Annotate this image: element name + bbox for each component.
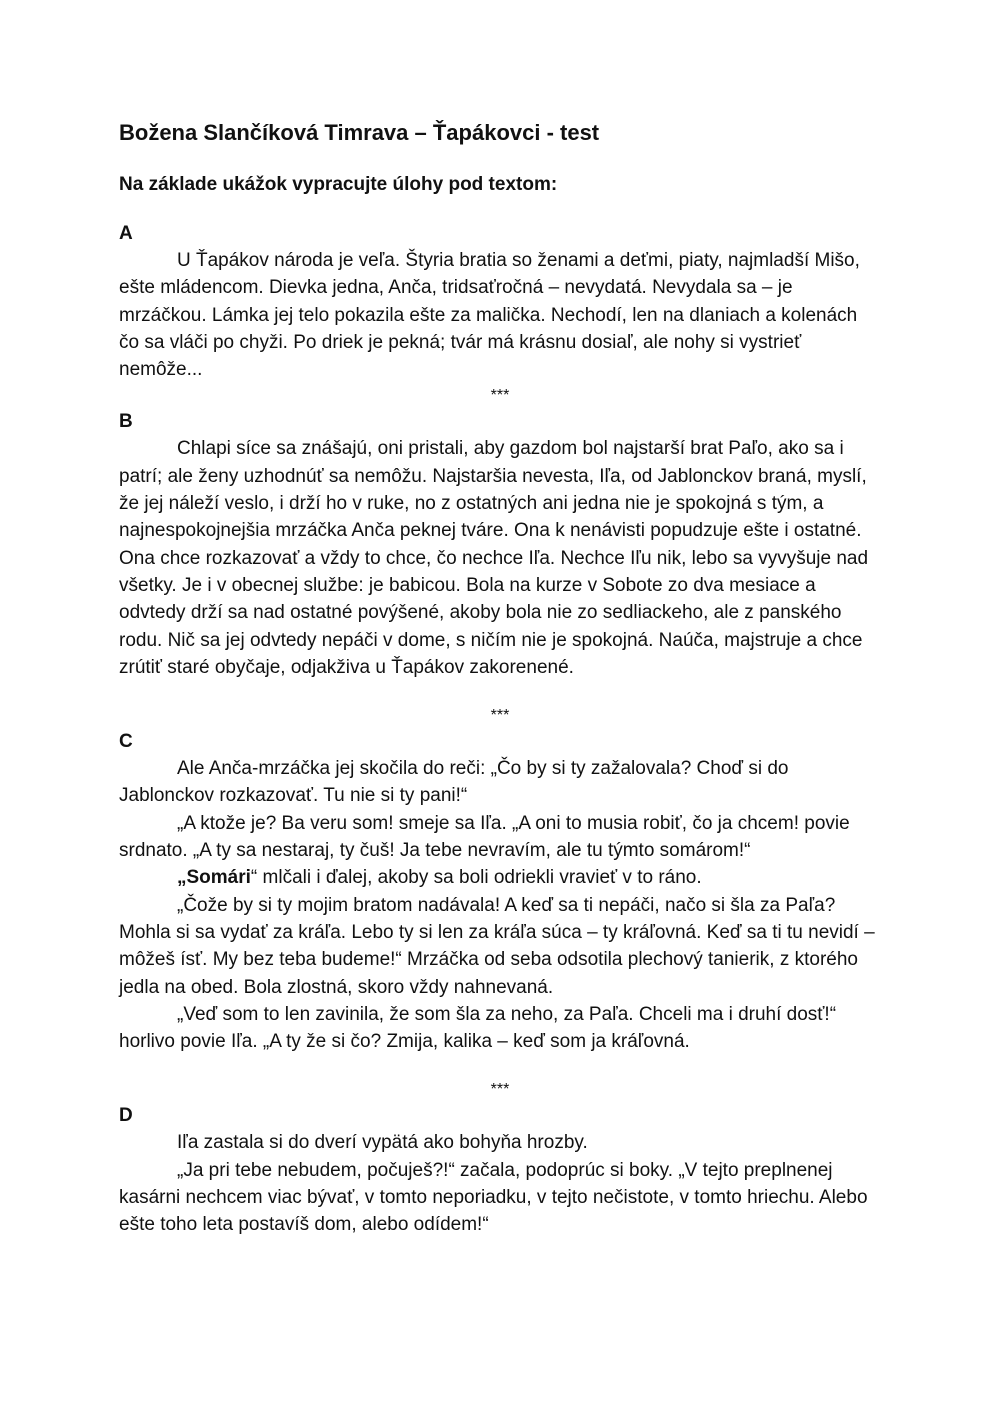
section-c-paragraph-3-rest: “ mlčali i ďalej, akoby sa boli odriekli vravieť v to ráno.	[250, 867, 702, 889]
separator-2: ***	[490, 707, 510, 725]
section-b	[119, 409, 881, 681]
section-c-paragraph-1: Ale Anča-mrzáčka jej skočila do reči: „Čo by si ty zažalovala? Choď si do Jablonckov rozkazovať. Tu nie si ty pani!“	[119, 758, 789, 807]
section-c-paragraph-3	[119, 864, 881, 891]
somari-bold-word: Somári	[186, 867, 251, 889]
section-d	[119, 1103, 881, 1238]
section-a-paragraph: U Ťapákov národa je veľa. Štyria bratia so ženami a deťmi, piaty, najmladší Mišo, ešte mládencom. Dievka jedna, Anča, tridsaťročná – nevydatá. Nevydala sa – je mrzáčkou. Lámka jej telo pokazila ešte za malička. Nechodí, len na dlaniach a kolenách čo sa vláči po chyži. Po driek je pekná; tvár má krásnu dosiaľ, ale nohy si vystrieť nemôže...	[119, 250, 860, 381]
section-b-letter: B	[119, 411, 133, 433]
separator-3: ***	[490, 1081, 510, 1099]
section-c-paragraph-4: „Čože by si ty mojim bratom nadávala! A keď sa ti nepáči, načo si šla za Paľa? Mohla si sa vydať za kráľa. Lebo ty si len za kráľa súca – ty kráľovná. Keď sa ti tu nevidí – môžeš ísť. My bez teba budeme!“ Mrzáčka od seba odsotila plechový tanierik, z ktorého jedla na obed. Bola zlostná, skoro vždy nahnevaná.	[119, 894, 875, 998]
document-title: Božena Slančíková Timrava – Ťapákovci - test	[119, 120, 600, 145]
section-d-letter: D	[119, 1105, 133, 1127]
document-subtitle: Na základe ukážok vypracujte úlohy pod textom:	[119, 174, 558, 195]
section-c-paragraph-2: „A ktože je? Ba veru som! smeje sa Iľa. „A oni to musia robiť, čo ja chcem! povie srdnato. „A ty sa nestaraj, ty čuš! Ja tebe nevravím, ale tu týmto somárom!“	[119, 812, 850, 862]
section-c	[119, 729, 881, 1055]
document-page	[119, 117, 881, 1239]
section-a-letter: A	[119, 223, 133, 244]
somari-quote-open: „	[177, 867, 187, 889]
section-b-paragraph: Chlapi síce sa znášajú, oni pristali, aby gazdom bol najstarší brat Paľo, ako sa i patrí; ale ženy uzhodnúť sa nemôžu. Najstaršia nevesta, Iľa, od Jablonckov braná, myslí, že jej náleží veslo, i drží ho v ruke, no z ostatných ani jedna nie je spokojná s tým, a najnespokojnejšia mrzáčka Anča peknej tváre. Ona k nenávisti popudzuje ešte i ostatné. Ona chce rozkazovať a vždy to chce, čo nechce Iľa. Nechce Iľu nik, lebo sa vyvyšuje nad všetky. Je i v obecnej službe: je babicou. Bola na kurze v Sobote zo dva mesiace a odvtedy drží sa nad ostatné povýšené, akoby bola nie zo sedliackeho, ale z panského rodu. Nič sa jej odvtedy nepáči v dome, s ničím nie je spokojná. Naúča, majstruje a chce zrútiť staré obyčaje, odjakživa u Ťapákov zakorenené.	[119, 438, 869, 678]
separator-1: ***	[490, 387, 510, 405]
section-c-letter: C	[119, 731, 133, 753]
section-d-paragraph-2: „Ja pri tebe nebudem, počuješ?!“ začala, podoprúc si boky. „V tejto preplnenej kasárni nechcem viac bývať, v tomto neporiadku, v tejto nečistote, v tomto hriechu. Alebo ešte toho leta postavíš dom, alebo odídem!“	[119, 1159, 868, 1236]
section-c-paragraph-5: „Veď som to len zavinila, že som šla za neho, za Paľa. Chceli ma i druhí dosť!“ horlivo povie Iľa. „A ty že si čo? Zmija, kalika – keď som ja kráľovná.	[119, 1003, 837, 1053]
section-d-paragraph-1: Iľa zastala si do dverí vypätá ako bohyňa hrozby.	[177, 1132, 588, 1154]
section-a	[119, 221, 881, 383]
